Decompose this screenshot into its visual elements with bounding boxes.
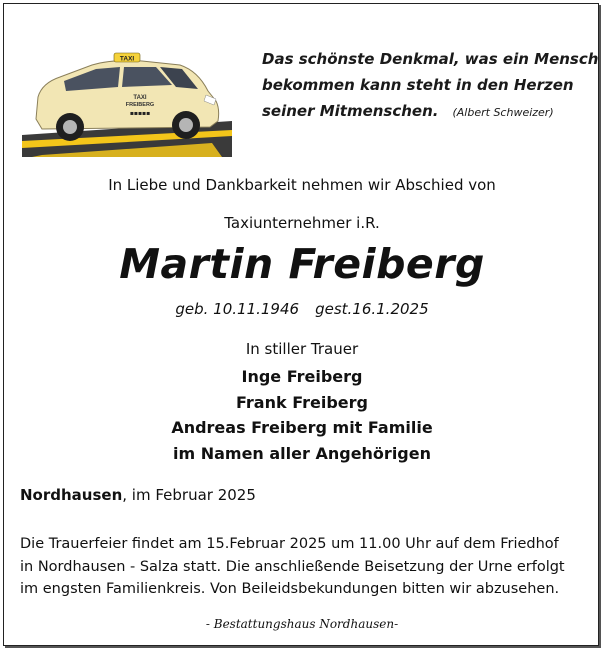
mourner: Inge Freiberg bbox=[241, 367, 363, 386]
memorial-quote bbox=[262, 46, 599, 126]
quote-line: bekommen kann steht in den Herzen bbox=[262, 76, 574, 94]
taxi-door-name: FREIBERG bbox=[125, 102, 155, 108]
taxi-plate-marks: ▪▪▪▪▪ bbox=[129, 110, 151, 117]
quote-line: seiner Mitmenschen. bbox=[262, 102, 439, 120]
undertaker-signature: - Bestattungshaus Nordhausen- bbox=[205, 617, 399, 631]
place-date bbox=[20, 486, 256, 504]
place-city: Nordhausen bbox=[20, 486, 123, 504]
place-date-text: , im Februar 2025 bbox=[122, 486, 256, 504]
funeral-notice bbox=[20, 533, 595, 601]
deceased-profession: Taxiunternehmer i.R. bbox=[224, 214, 380, 232]
death-date: gest.16.1.2025 bbox=[315, 300, 429, 318]
mourner: Andreas Freiberg mit Familie bbox=[171, 418, 433, 437]
taxi-door-label: TAXI bbox=[133, 95, 147, 101]
mourning-label: In stiller Trauer bbox=[245, 340, 359, 358]
quote-line: Das schönste Denkmal, was ein Mensch bbox=[262, 50, 599, 68]
mourner: im Namen aller Angehörigen bbox=[172, 443, 431, 463]
farewell-intro: In Liebe und Dankbarkeit nehmen wir Abschied von bbox=[108, 176, 496, 194]
life-dates bbox=[0, 300, 604, 318]
funeral-line: im engsten Familienkreis. Von Beileidsbekundungen bitten wir abzusehen. bbox=[20, 581, 560, 597]
funeral-line: Die Trauerfeier findet am 15.Februar 2025 um 11.00 Uhr auf dem Friedhof bbox=[20, 536, 559, 552]
quote-author: (Albert Schweizer) bbox=[452, 106, 554, 119]
mourner: Frank Freiberg bbox=[236, 392, 368, 412]
funeral-line: in Nordhausen - Salza statt. Die anschließende Beisetzung der Urne erfolgt bbox=[20, 558, 565, 575]
deceased-name: Martin Freiberg bbox=[119, 240, 485, 288]
taxi-photo bbox=[22, 35, 232, 157]
birth-date: geb. 10.11.1946 bbox=[175, 300, 300, 318]
mourners-list bbox=[0, 364, 604, 466]
taxi-roof-sign: TAXI bbox=[119, 55, 135, 63]
quote-line-last bbox=[262, 98, 582, 126]
